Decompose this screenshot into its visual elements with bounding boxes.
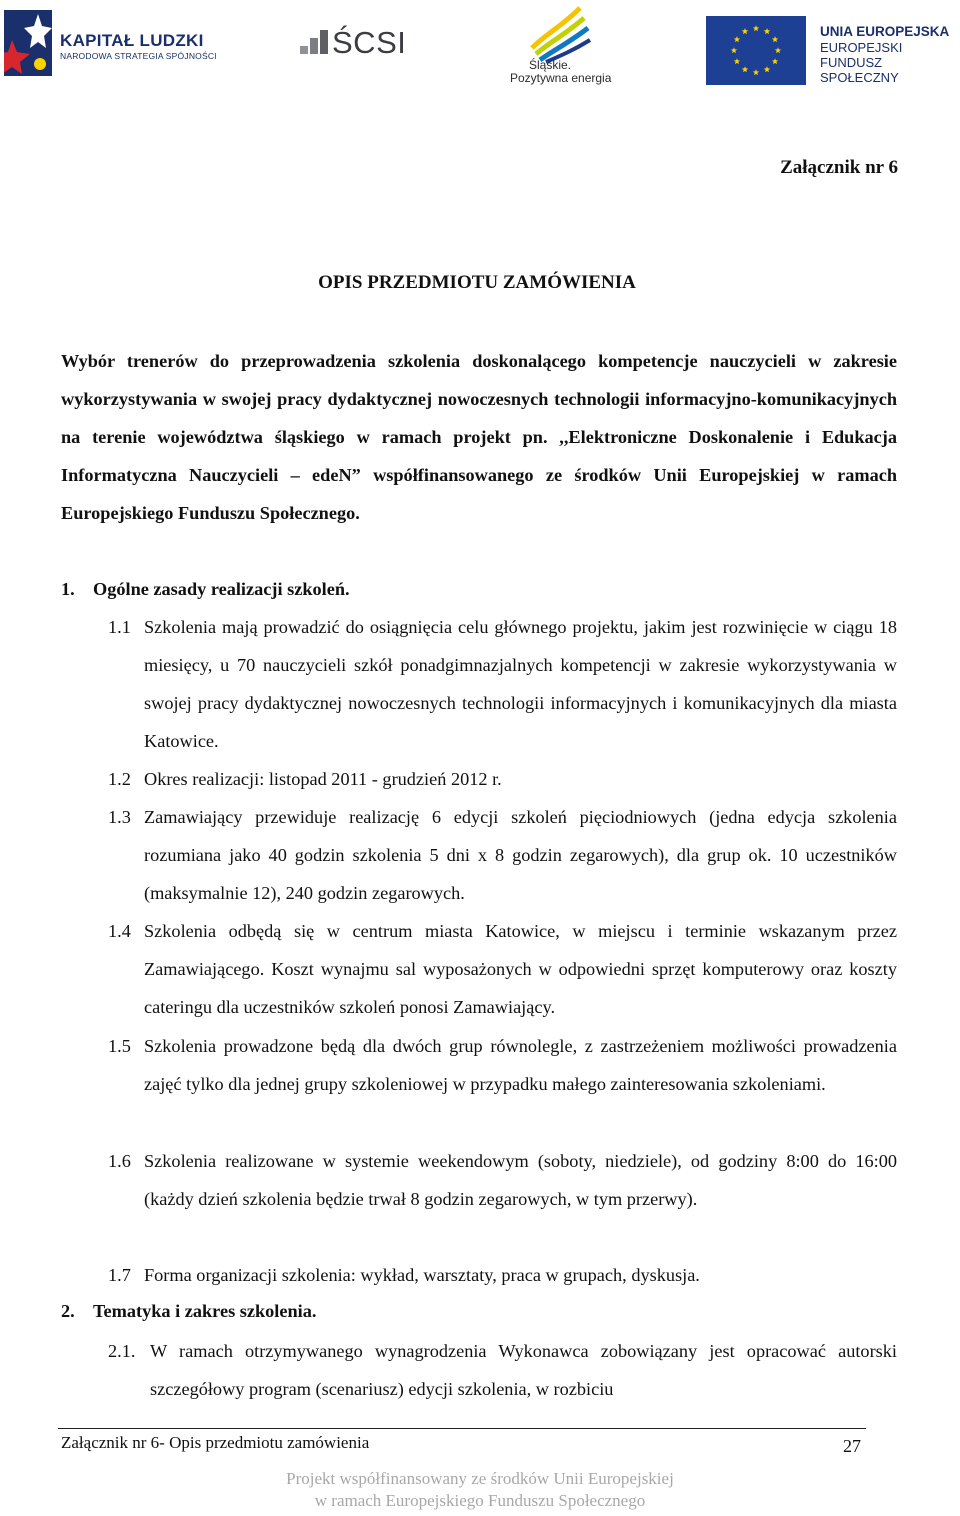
header-logos [0, 0, 960, 100]
eu-logo-text [820, 24, 960, 85]
footer-project-line-1: Projekt współfinansowany ze środków Unii Europejskiej [286, 1469, 674, 1488]
kapital-ludzki-logo-icon [4, 10, 52, 76]
footer-divider [58, 1428, 866, 1429]
item-text: Zamawiający przewiduje realizację 6 edycji szkoleń pięciodniowych (jedna edycja szkolenia rozumiana jako 40 godzin szkolenia 5 dni x 8 godzin zegarowych), dla grup ok. 10 uczestników (maksymalnie 12), 240 godzin zegarowych. [144, 807, 897, 903]
eu-line-1: UNIA EUROPEJSKA [820, 24, 950, 39]
list-item [108, 1027, 897, 1103]
item-number: 1.7 [108, 1265, 131, 1285]
item-number: 2.1. [108, 1341, 136, 1361]
footer-label: Załącznik nr 6- Opis przedmiotu zamówienia [61, 1433, 370, 1452]
item-text: Szkolenia mają prowadzić do osiągnięcia celu głównego projektu, jakim jest rozwinięcie w ciągu 18 miesięcy, u 70 nauczycieli szkół ponadgimnazjalnych kompetencji w zakresie wykorzystywania w swojej pracy dydaktycznej nowoczesnych technologii informacyjnych i komunikacyjnych dla miasta Katowice. [144, 617, 897, 751]
scsi-logo-text: ŚCSI [332, 25, 407, 60]
item-number: 1.1 [108, 617, 131, 637]
item-number: 1.6 [108, 1151, 131, 1171]
list-item [108, 798, 897, 912]
item-number: 1.4 [108, 921, 131, 941]
item-text: Szkolenia odbędą się w centrum miasta Katowice, w miejscu i terminie wskazanym przez Zamawiającego. Koszt wynajmu sal wyposażonych w odpowiedni sprzęt komputerowy oraz koszty cateringu dla uczestników szkoleń ponosi Zamawiający. [144, 921, 897, 1017]
scsi-logo-icon [300, 28, 330, 60]
section-number: 1. [61, 579, 75, 599]
slaskie-logo-title: Śląskie. [529, 58, 572, 72]
item-text: W ramach otrzymywanego wynagrodzenia Wykonawca zobowiązany jest opracować autorski szczegółowy program (scenariusz) edycji szkolenia, w rozbiciu [150, 1341, 897, 1399]
page-title: OPIS PRZEDMIOTU ZAMÓWIENIA [318, 272, 636, 293]
item-text: Forma organizacji szkolenia: wykład, warsztaty, praca w grupach, dyskusja. [144, 1265, 700, 1285]
list-item [108, 760, 897, 798]
footer-project-note [0, 1468, 960, 1512]
item-text: Szkolenia realizowane w systemie weekendowym (soboty, niedziele), od godziny 8:00 do 16:00 (każdy dzień szkolenia będzie trwał 8 godzin zegarowych, w tym przerwy). [144, 1151, 897, 1209]
section-heading-1 [61, 570, 350, 608]
section-heading-2 [61, 1292, 316, 1330]
logo-subtitle: NARODOWA STRATEGIA SPÓJNOŚCI [60, 51, 217, 61]
page-number: 27 [843, 1436, 861, 1456]
section-number: 2. [61, 1301, 75, 1321]
slaskie-logo-icon [522, 4, 592, 64]
eu-flag-icon [706, 16, 806, 85]
item-number: 1.2 [108, 769, 131, 789]
item-number: 1.5 [108, 1036, 131, 1056]
item-text: Szkolenia prowadzone będą dla dwóch grup równolegle, z zastrzeżeniem możliwości prowadzenia zajęć tylko dla jednej grupy szkoleniowej w przypadku małego zainteresowania szkoleniami. [144, 1036, 897, 1094]
slaskie-logo-subtitle: Pozytywna energia [510, 71, 612, 85]
annex-label: Załącznik nr 6 [780, 157, 898, 178]
kapital-ludzki-logo-text [60, 32, 217, 62]
intro-paragraph: Wybór trenerów do przeprowadzenia szkolenia doskonalącego kompetencje nauczycieli w zakresie wykorzystywania w swojej pracy dydaktycznej nowoczesnych technologii informacyjno-komunikacyjnych na terenie województwa śląskiego w ramach projekt pn. ,,Elektroniczne Doskonalenie i Edukacja Informatyczna Nauczycieli – edeN” współfinansowanego ze środków Unii Europejskiej w ramach Europejskiego Funduszu Społecznego. [61, 351, 897, 523]
list-item [108, 608, 897, 760]
section-title: Ogólne zasady realizacji szkoleń. [93, 579, 350, 599]
logo-title: KAPITAŁ LUDZKI [60, 31, 204, 50]
item-text: Okres realizacji: listopad 2011 - grudzień 2012 r. [144, 769, 502, 789]
section-title: Tematyka i zakres szkolenia. [93, 1301, 317, 1321]
list-item [108, 1142, 897, 1218]
item-number: 1.3 [108, 807, 131, 827]
list-item [108, 1256, 897, 1294]
eu-line-3: FUNDUSZ SPOŁECZNY [820, 55, 899, 85]
footer-project-line-2: w ramach Europejskiego Funduszu Społecznego [314, 1491, 646, 1510]
list-item [108, 912, 897, 1026]
eu-line-2: EUROPEJSKI [820, 40, 903, 55]
list-item [108, 1332, 897, 1408]
